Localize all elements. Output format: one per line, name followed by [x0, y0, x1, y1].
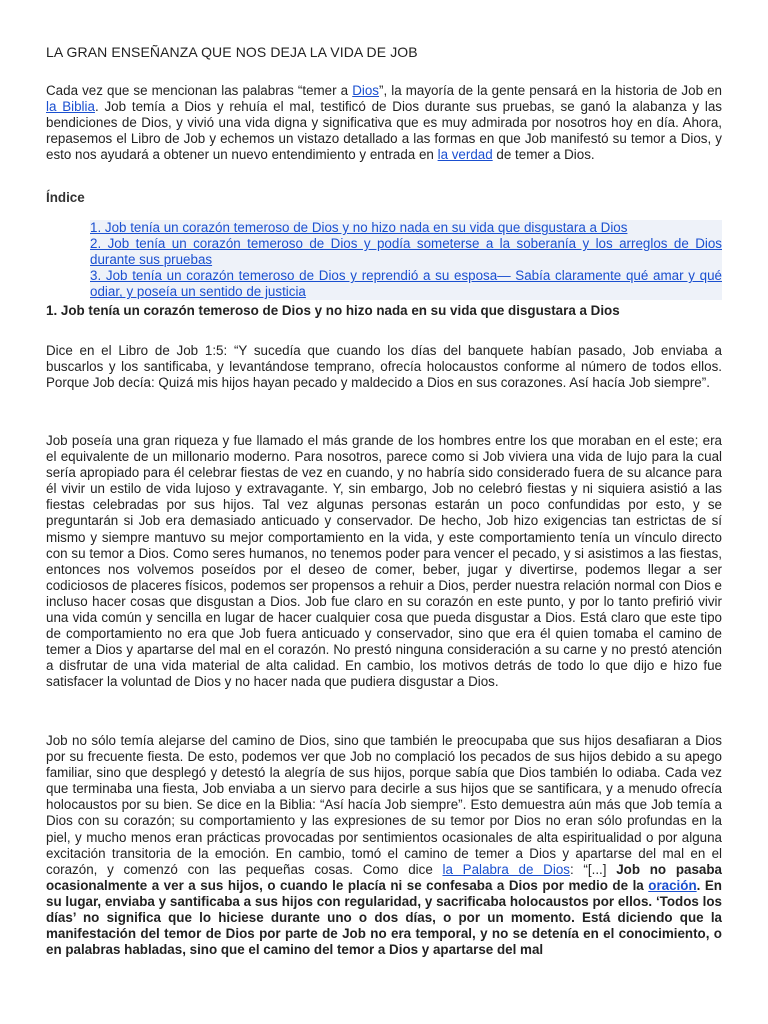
paragraph-3 [46, 733, 722, 958]
link-dios[interactable]: Dios [352, 83, 379, 98]
paragraph-3-text-2: : “[...] [569, 861, 617, 877]
link-palabra-de-dios[interactable]: la Palabra de Dios [442, 861, 570, 877]
paragraph-3-bold-1: Job no pasaba ocasionalmente a ver a sus hijos, o cuando le placía ni se confesaba a Dios por medio de la [46, 861, 722, 893]
paragraph-1: Dice en el Libro de Job 1:5: “Y sucedía que cuando los días del banquete habían pasado, Job enviaba a buscarlos y los santificaba, y levantándose temprano, ofrecía holocaustos conforme al número de todos ellos. Porque Job decía: Quizá mis hijos hayan pecado y maldecido a Dios en sus corazones. Así hacía Job siempre”. [46, 343, 722, 391]
link-la-verdad[interactable]: la verdad [437, 147, 493, 163]
link-la-biblia[interactable]: la Biblia [46, 99, 95, 115]
paragraph-3-text-1: Job no sólo temía alejarse del camino de Dios, sino que también le preocupaba que sus hijos desafiaran a Dios por su frecuente fiesta. De esto, podemos ver que Job no complació los pecados de sus hijos debido a su apego familiar, sino que desplegó y detestó la alegría de sus hijos, porque sabía que Dios también lo odiaba. Cada vez que terminaba una fiesta, Job enviaba a un siervo para decirle a sus hijos que se santificara, y a menudo ofrecía holocaustos por su bien. Se dice en la Biblia: “Así hacía Job siempre”. Esto demuestra aún más que Job temía a Dios con su corazón; su comportamiento y las expresiones de su temor por Dios no eran sólo profundas en la piel, y mucho menos eran prácticas provocadas por sentimientos ocasionales de alta espiritualidad o por alguna excitación transitoria de la emoción. En cambio, tomó el camino de temer a Dios y apartarse del mal en el corazón, y comenzó con las pequeñas cosas. Como dice [46, 733, 722, 877]
table-of-contents [90, 220, 722, 300]
toc-item-3[interactable]: 3. Job tenía un corazón temeroso de Dios y reprendió a su esposa— Sabía claramente qué amar y qué odiar, y poseía un sentido de justicia [90, 268, 722, 300]
intro-text-3: . Job temía a Dios y rehuía el mal, testificó de Dios durante sus pruebas, se ganó la alabanza y las bendiciones de Dios, y vivió una vida digna y significativa que es muy admirada por nosotros hoy en día. Ahora, repasemos el Libro de Job y echemos un vistazo detallado a las formas en que Job manifestó su temor a Dios, y esto nos ayudará a obtener un nuevo entendimiento y entrada en [46, 99, 722, 163]
intro-paragraph [46, 83, 722, 163]
toc-item-2[interactable]: 2. Job tenía un corazón temeroso de Dios y podía someterse a la soberanía y los arreglos de Dios durante sus pruebas [90, 236, 722, 268]
section-1-heading: 1. Job tenía un corazón temeroso de Dios y no hizo nada en su vida que disgustara a Dios [46, 303, 620, 318]
document-title: LA GRAN ENSEÑANZA QUE NOS DEJA LA VIDA DE JOB [46, 44, 418, 60]
toc-item-1[interactable]: 1. Job tenía un corazón temeroso de Dios y no hizo nada en su vida que disgustara a Dios [90, 220, 628, 235]
intro-text-1: Cada vez que se mencionan las palabras “temer a [46, 83, 353, 98]
paragraph-2: Job poseía una gran riqueza y fue llamado el más grande de los hombres entre los que moraban en el este; era el equivalente de un millonario moderno. Para nosotros, parece como si Job viviera una vida de lujo para la cual sería apropiado para él celebrar fiestas de vez en cuando, y no habría sido considerado fuera de su alcance para él vivir un estilo de vida lujoso y extravagante. Y, sin embargo, Job no celebró fiestas y ni siquiera asistió a las fiestas celebradas por sus hijos. Tal vez algunas personas estarán un poco confundidas por esto, y se preguntarán si Job era demasiado anticuado y conservador. De hecho, Job hizo exigencias tan estrictas de sí mismo y siempre mantuvo su mejor comportamiento en la vida, y este comportamiento tenía un vínculo directo con su temor a Dios. Como seres humanos, no tenemos poder para vencer el pecado, y si asistimos a las fiestas, entonces nos volvemos poseídos por el deseo de comer, beber, jugar y divertirse, podemos llegar a ser codiciosos de placeres físicos, podemos ser propensos a rehuir a Dios, perder nuestra relación normal con Dios e incluso hacer cosas que disgustan a Dios. Job fue claro en su corazón en este punto, y por lo tanto prefirió vivir una vida común y sencilla en lugar de hacer cualquier cosa que pueda disgustar a Dios. Está claro que este tipo de comportamiento no era que Job fuera anticuado y conservador, sino que era él quien tomaba el camino de temer a Dios y apartarse del mal en el corazón. No prestó ninguna consideración a su carne y no prestó atención a disfrutar de una vida material de alta calidad. En cambio, los motivos detrás de todo lo que dijo e hizo fue satisfacer la voluntad de Dios y no hacer nada que pudiera disgustar a Dios. [46, 433, 722, 690]
paragraph-3-bold-2: . En su lugar, enviaba y santificaba a sus hijos con regularidad, y sacrificaba holocaustos por ellos. ‘Todos los días’ no significa que lo hiciese durante uno o dos días, o por un momento. Está diciendo que la manifestación del temor de Dios por parte de Job no era temporal, y no se detenía en el conocimiento, o en palabras habladas, sino que el camino del temor a Dios y apartarse del mal [46, 877, 722, 958]
intro-text-2: ”, la mayoría de la gente pensará en la historia de Job en [378, 83, 722, 98]
link-oracion[interactable]: oración [648, 877, 697, 893]
index-heading: Índice [46, 190, 85, 205]
intro-text-4: de temer a Dios. [492, 147, 595, 163]
